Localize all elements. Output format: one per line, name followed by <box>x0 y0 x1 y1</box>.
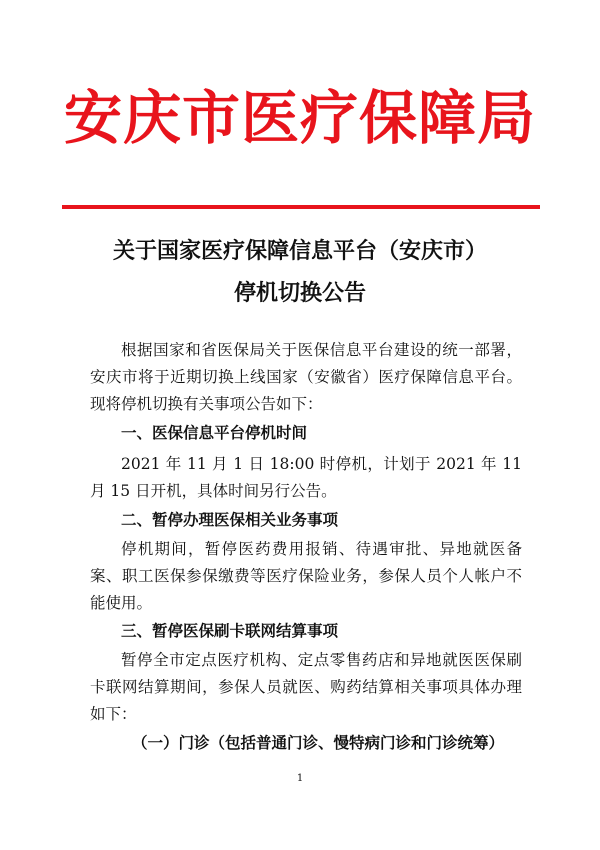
section-2-text: 停机期间，暂停医药费用报销、待遇审批、异地就医备案、职工医保参保缴费等医疗保险业务，参保人员个人帐户不能使用。 <box>90 540 522 612</box>
section-3-subheading-1: （一）门诊（包括普通门诊、慢特病门诊和门诊统筹） <box>132 734 505 752</box>
section-3-heading: 三、暂停医保刷卡联网结算事项 <box>121 622 339 640</box>
section-1-text: 2021 年 11 月 1 日 18:00 时停机，计划于 2021 年 11 月 15 日开机，具体时间另行公告。 <box>90 455 522 500</box>
notice-title-line-2: 停机切换公告 <box>233 280 366 306</box>
red-divider-line <box>62 205 540 209</box>
org-header-title: 安庆市医疗保障局 <box>63 84 536 152</box>
intro-paragraph: 根据国家和省医保局关于医保信息平台建设的统一部署，安庆市将于近期切换上线国家（安徽省）医疗保障信息平台。现将停机切换有关事项公告如下： <box>90 341 522 413</box>
section-3-text: 暂停全市定点医疗机构、定点零售药店和异地就医医保刷卡联网结算期间，参保人员就医、购药结算相关事项具体办理如下： <box>90 651 522 723</box>
page-number: 1 <box>296 773 304 784</box>
notice-title-line-1: 关于国家医疗保障信息平台（安庆市） <box>112 238 487 264</box>
section-2-heading: 二、暂停办理医保相关业务事项 <box>121 511 339 529</box>
section-1-heading: 一、医保信息平台停机时间 <box>121 424 308 442</box>
